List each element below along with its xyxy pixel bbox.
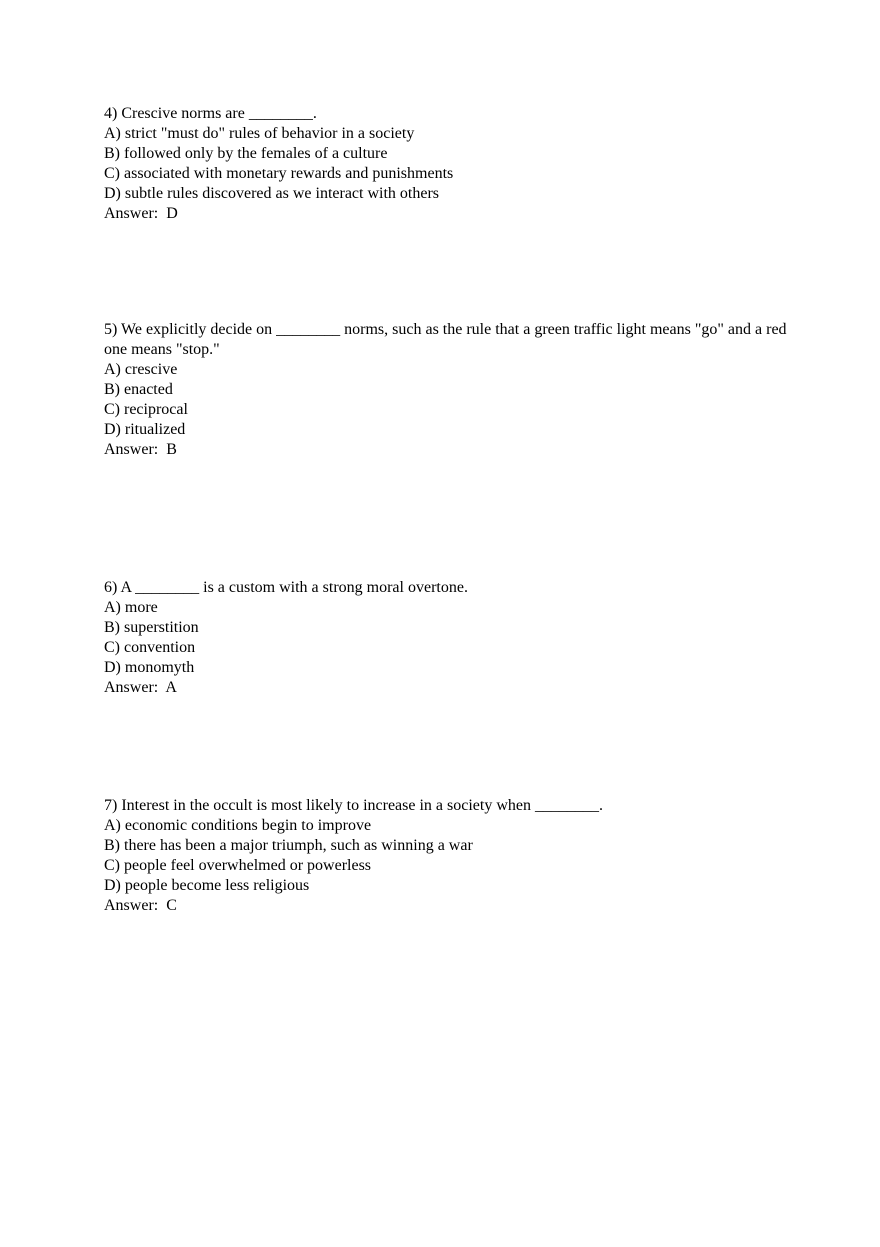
- answer-line: Answer: D: [104, 205, 178, 222]
- question-stem: 6) A ________ is a custom with a strong moral overtone.: [104, 579, 468, 596]
- option-a: A) more: [104, 599, 158, 616]
- option-c: C) convention: [104, 639, 196, 656]
- option-a: A) economic conditions begin to improve: [104, 817, 372, 834]
- option-a: A) crescive: [104, 361, 178, 378]
- question-stem: 4) Crescive norms are ________.: [104, 105, 317, 122]
- option-b: B) there has been a major triumph, such as winning a war: [104, 837, 473, 854]
- option-d: D) people become less religious: [104, 877, 310, 894]
- option-d: D) monomyth: [104, 659, 195, 676]
- option-b: B) enacted: [104, 381, 173, 398]
- question-6: [104, 578, 794, 698]
- question-7: [104, 796, 794, 916]
- option-b: B) superstition: [104, 619, 199, 636]
- option-d: D) subtle rules discovered as we interact with others: [104, 185, 440, 202]
- option-c: C) people feel overwhelmed or powerless: [104, 857, 372, 874]
- answer-line: Answer: C: [104, 897, 177, 914]
- option-a: A) strict "must do" rules of behavior in a society: [104, 125, 415, 142]
- option-c: C) associated with monetary rewards and punishments: [104, 165, 454, 182]
- answer-line: Answer: A: [104, 679, 177, 696]
- question-stem: 5) We explicitly decide on ________ norms, such as the rule that a green traffic light means "go" and a red one means "stop.": [104, 321, 787, 358]
- option-c: C) reciprocal: [104, 401, 188, 418]
- question-stem: 7) Interest in the occult is most likely to increase in a society when ________.: [104, 797, 603, 814]
- option-d: D) ritualized: [104, 421, 186, 438]
- answer-line: Answer: B: [104, 441, 177, 458]
- option-b: B) followed only by the females of a culture: [104, 145, 388, 162]
- question-5: [104, 320, 794, 460]
- question-4: [104, 104, 794, 224]
